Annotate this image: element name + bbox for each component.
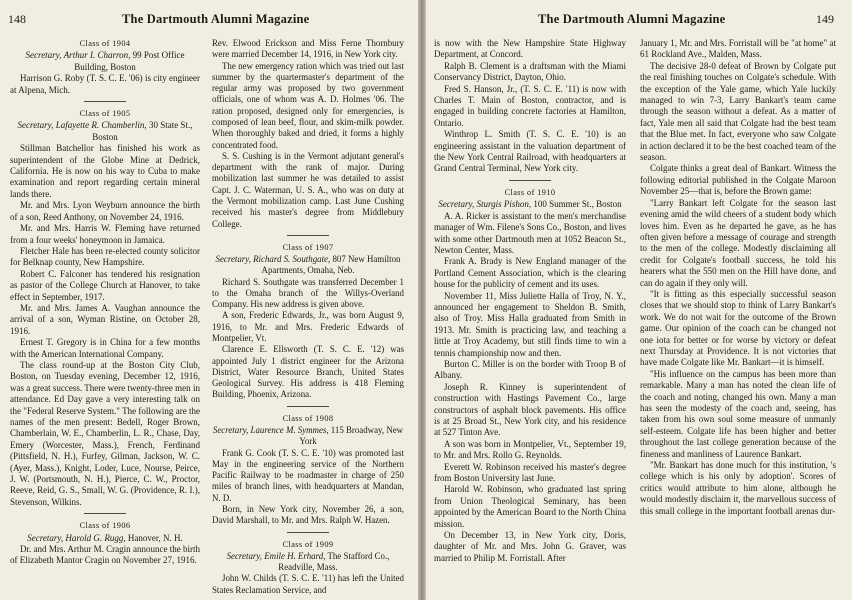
news-paragraph: Mr. and Mrs. Lyon Weyburn announce the birth of a son, Reed Anthony, on November 24, 1916. — [10, 200, 200, 222]
running-title: The Dartmouth Alumni Magazine — [122, 12, 310, 26]
class-heading: Class of 1905 — [79, 109, 131, 119]
secretary-label: Secretary, — [27, 532, 64, 543]
news-paragraph: Richard S. Southgate was transferred December 1 to the Omaha branch of the Willys-Overland Company. His new address is given above. — [212, 276, 404, 310]
news-paragraph: "His influence on the campus has been more than remarkable. Many a man has noted the clean life of the coach and noting, changed his own. Many a man has seen the modesty of the coach and, seeing, has taken from his own soul some measure of unmanly self-esteem. Colgate life has been higher and better throughout the last college generation because of the fineness and manliness of Laurence Bankart. — [640, 368, 836, 459]
section-divider — [287, 235, 329, 236]
secretary-label: Secretary, — [17, 120, 54, 131]
running-title: The Dartmouth Alumni Magazine — [538, 12, 726, 26]
secretary-name: Lafayette R. Chamberlin, — [55, 120, 147, 131]
left-page-column-1 — [10, 38, 200, 567]
class-heading: Class of 1910 — [504, 187, 556, 197]
class-heading: Class of 1904 — [79, 39, 131, 48]
secretary-name: Laurence M. Symmes, — [250, 425, 329, 435]
news-paragraph: Fred S. Hanson, Jr., (T. S. C. E. '11) is now with Charles T. Main of Boston, contractor, and is engaged in building concrete factories at Hamilton, Ontario. — [434, 83, 626, 128]
secretary-name: Emile H. Erhard, — [264, 550, 326, 561]
news-paragraph: The class round-up at the Boston City Club, Boston, on Tuesday evening, December 12, 1916, was a great success. There were twenty-three men in attendance. Ed Day gave a very interesting talk on the "Federal Reserve System." The following are the names of the men present: Bedell, Roger Brown, Chamberlain, W. E., Chamberlin, L. R., Chase, Day, Emery (Worcester, Mass.), French, Ferdinand (Pittsfield, N. H.), Furfey, Gilman, Jackson, W. C. (Ayer, Mass.), Knight, Loder, Luce, Nourse, Peirce, J. W. (Portsmouth, N. H.), Pierce, C. W., Proctor, Reeve, Reid, G. S., Small, W. G. (Providence, R. I.), Stevenson, Wilkins. — [10, 359, 200, 507]
news-paragraph: Harrison G. Roby (T. S. C. E. '06) is city engineer at Alpena, Mich. — [10, 73, 200, 95]
secretary-label: Secretary, — [212, 425, 249, 435]
right-page — [426, 0, 852, 600]
secretary-name: Sturgis Pishon, — [476, 199, 532, 210]
secretary-label: Secretary, — [226, 550, 263, 561]
news-paragraph: Mr. and Mrs. Harris W. Fleming have returned from a four weeks' honeymoon in Jamaica. — [10, 223, 200, 245]
right-page-header — [426, 12, 852, 28]
secretary-address: 807 New Hamilton Apartments, Omaha, Neb. — [261, 254, 401, 276]
news-paragraph: Mr. and Mrs. James A. Vaughan announce the arrival of a son, Wyman Ristine, on October 28, 1916. — [10, 302, 200, 336]
secretary-label: Secretary, — [25, 50, 62, 61]
news-paragraph: On December 13, in New York city, Doris, daughter of Mr. and Mrs. John G. Graver, was married to Philip M. Forristall. After — [434, 530, 626, 563]
secretary-name: Harold G. Rugg, — [65, 532, 126, 543]
section-divider — [84, 101, 126, 102]
class-secretary — [212, 551, 404, 574]
page-number: 148 — [8, 12, 26, 26]
news-paragraph: Clarence E. Ellsworth (T. S. C. E. '12) was appointed July 1 district engineer for the Arizona District, Water Resource Branch, United States Geological Survey. His address is 418 Fleming Building, Phoenix, Arizona. — [212, 344, 404, 400]
news-paragraph: Stillman Batchellor has finished his work as superintendent of the Globe Mine at Dedrick, California. He is now on his way to Cuba to make examination and report regarding certain mineral lands there. — [10, 143, 200, 199]
news-paragraph: Rev. Elwood Erickson and Miss Ferne Thornbury were married December 14, 1916, in New York city. — [212, 38, 404, 60]
news-paragraph: "Mr. Bankart has done much for this institution, 's college which is his only by adoption'. Scores of critics would attribute to him alone, although he would modestly disclaim it, the marvellous success of this small college in the important football arenas dur- — [640, 460, 836, 516]
news-paragraph: Fletcher Hale has been re-elected county solicitor for Belknap county, New Hampshire. — [10, 245, 200, 268]
section-divider — [287, 532, 329, 533]
news-paragraph: "Larry Bankart left Colgate for the season last evening amid the wild cheers of a student body which loves him. Even as he departed he gave, as he has often given before a message of courage and strength to the men of the college. Modestly disclaiming all credit for Colgate's football success, he told his hearers what the 550 men on the Hill have done, and can do again if they only will. — [640, 197, 836, 288]
class-heading: Class of 1909 — [282, 539, 334, 549]
page-number: 149 — [816, 12, 834, 26]
secretary-address: Hanover, N. H. — [127, 532, 183, 543]
class-secretary — [434, 199, 626, 210]
section-divider — [509, 180, 551, 181]
news-paragraph: is now with the New Hampshire State Highway Department, at Concord. — [434, 38, 626, 60]
book-gutter — [418, 0, 426, 600]
secretary-name: Arthur I. Charron, — [63, 50, 131, 61]
left-page — [0, 0, 418, 600]
news-paragraph: S. S. Cushing is in the Vermont adjutant general's department with the rank of major. During mobilization last summer he was detailed to assist Capt. J. C. Waterman, U. S. A., who was on duty at the Vermont mobilization camp. Last June Cushing received his master's degree from Middlebury College. — [212, 150, 404, 229]
class-heading: Class of 1907 — [282, 242, 334, 252]
right-page-column-1 — [434, 38, 626, 564]
news-paragraph: Ralph B. Clement is a draftsman with the Miami Conservancy District, Dayton, Ohio. — [434, 60, 626, 83]
news-paragraph: Winthrop L. Smith (T. S. C. E. '10) is an engineering assistant in the valuation department of the New York Central Railroad, with headquarters at Grand Central Terminal, New York city. — [434, 129, 626, 174]
left-page-header — [0, 12, 418, 28]
secretary-address: 115 Broadway, New York — [299, 425, 404, 447]
news-paragraph: A son, Frederic Edwards, Jr., was born August 9, 1916, to Mr. and Mrs. Frederic Edwards of Montpelier, Vt. — [212, 310, 404, 344]
news-paragraph: January 1, Mr. and Mrs. Forristall will be "at home" at 61 Rockland Ave., Malden, Mass. — [640, 38, 836, 60]
news-paragraph: "It is fitting as this especially successful season closes that we should stop to think of Larry Bankart's work. We do not wait for the outcome of the Brown game. Our opinion of the coach can be changed not one iota for better or for worse by victory or defeat next Thursday at Providence. It is not victories that have made Colgate like Mr. Bankart—it is himself. — [640, 288, 836, 368]
news-paragraph: Robert C. Falconer has tendered his resignation as pastor of the College Church at Hanover, to take effect in September, 1917. — [10, 268, 200, 302]
secretary-name: Richard S. Southgate, — [253, 254, 331, 265]
class-secretary — [10, 533, 200, 544]
news-paragraph: Harold W. Robinson, who graduated last spring from Union Theological Seminary, has been appointed by the American Board to the North China mission. — [434, 484, 626, 529]
left-page-column-2 — [212, 38, 404, 596]
secretary-address: 30 State St., Boston — [92, 120, 193, 142]
news-paragraph: Burton C. Miller is on the border with Troop B of Albany. — [434, 358, 626, 381]
section-divider — [287, 406, 329, 407]
secretary-address: 100 Summer St., Boston — [533, 199, 622, 210]
class-secretary — [212, 425, 404, 448]
secretary-address: The Stafford Co., Readville, Mass. — [278, 550, 390, 573]
secretary-label: Secretary, — [438, 199, 475, 210]
news-paragraph: A. A. Ricker is assistant to the men's merchandise manager of Wm. Filene's Sons Co., Boston, and lives with some other Dartmouth men at 1052 Beacon St., Newton Center, Mass. — [434, 210, 626, 255]
secretary-address: 99 Post Office Building, Boston — [74, 50, 185, 72]
class-secretary — [10, 120, 200, 143]
right-page-column-2 — [640, 38, 836, 517]
news-paragraph: Ernest T. Gregory is in China for a few months with the American International Company. — [10, 337, 200, 359]
news-paragraph: Frank A. Brady is New England manager of the Portland Cement Association, which is the clearing house for the publicity of cement and its uses. — [434, 256, 626, 290]
news-paragraph: A son was born in Montpelier, Vt., September 19, to Mr. and Mrs. Rollo G. Reynolds. — [434, 438, 626, 461]
news-paragraph: Colgate thinks a great deal of Bankart. Witness the following editorial published in the Colgate Maroon November 25—that is, before the Brown game: — [640, 163, 836, 197]
news-paragraph: The decisive 28-0 defeat of Brown by Colgate put the real finishing touches on Colgate's schedule. With the exception of the Yale game, which Yale luckily managed to win 7-3, Larry Bankart's team came through the season without a defeat. As a matter of fact, Yale men all said that Colgate had the best team that the Blue met. In fact, everyone who saw Colgate in action declared it to be the best coached team of the season. — [640, 60, 836, 163]
secretary-label: Secretary, — [215, 254, 251, 265]
class-heading: Class of 1906 — [79, 521, 131, 531]
news-paragraph: November 11, Miss Juliette Halla of Troy, N. Y., announced her engagement to Sheldon B. Smith, also of Troy. Miss Halla graduated from Smith in 1913. Mr. Smith is practicing law, and teaching a little at Troy Academy, but still finds time to win a tennis championship now and then. — [434, 290, 626, 358]
class-secretary — [10, 50, 200, 73]
news-paragraph: Born, in New York city, November 26, a son, David Marshall, to Mr. and Mrs. Ralph W. Hazen. — [212, 503, 404, 526]
section-divider — [84, 513, 126, 514]
news-paragraph: John W. Childs (T. S. C. E. '11) has left the United States Reclamation Service, and — [212, 573, 404, 595]
news-paragraph: Joseph R. Kinney is superintendent of construction with Hastings Pavement Co., large constructors of asphalt block pavements. His office is at 25 Broad St., New York city, and his residence at 527 Tinton Ave. — [434, 381, 626, 438]
class-heading: Class of 1908 — [282, 413, 334, 423]
news-paragraph: Frank G. Cook (T. S. C. E. '10) was promoted last May in the engineering service of the Northern Pacific Railway to be roadmaster in charge of 250 miles of branch lines, with headquarters at Mandan, N. D. — [212, 447, 404, 503]
news-paragraph: The new emergency ration which was tried out last summer by the quartermaster's department of the regular army was proposed by two government officials, one of whom was A. D. Holmes '06. The ration proposed, designed only for emergencies, is composed of lean beef, flour, and skim-milk powder. When thoroughly baked and dried, it forms a highly concentrated food. — [212, 60, 404, 150]
news-paragraph: Everett W. Robinson received his master's degree from Boston University last June. — [434, 461, 626, 484]
class-secretary — [212, 254, 404, 277]
news-paragraph: Dr. and Mrs. Arthur M. Cragin announce the birth of Elizabeth Mantor Cragin on November 27, 1916. — [10, 544, 200, 566]
